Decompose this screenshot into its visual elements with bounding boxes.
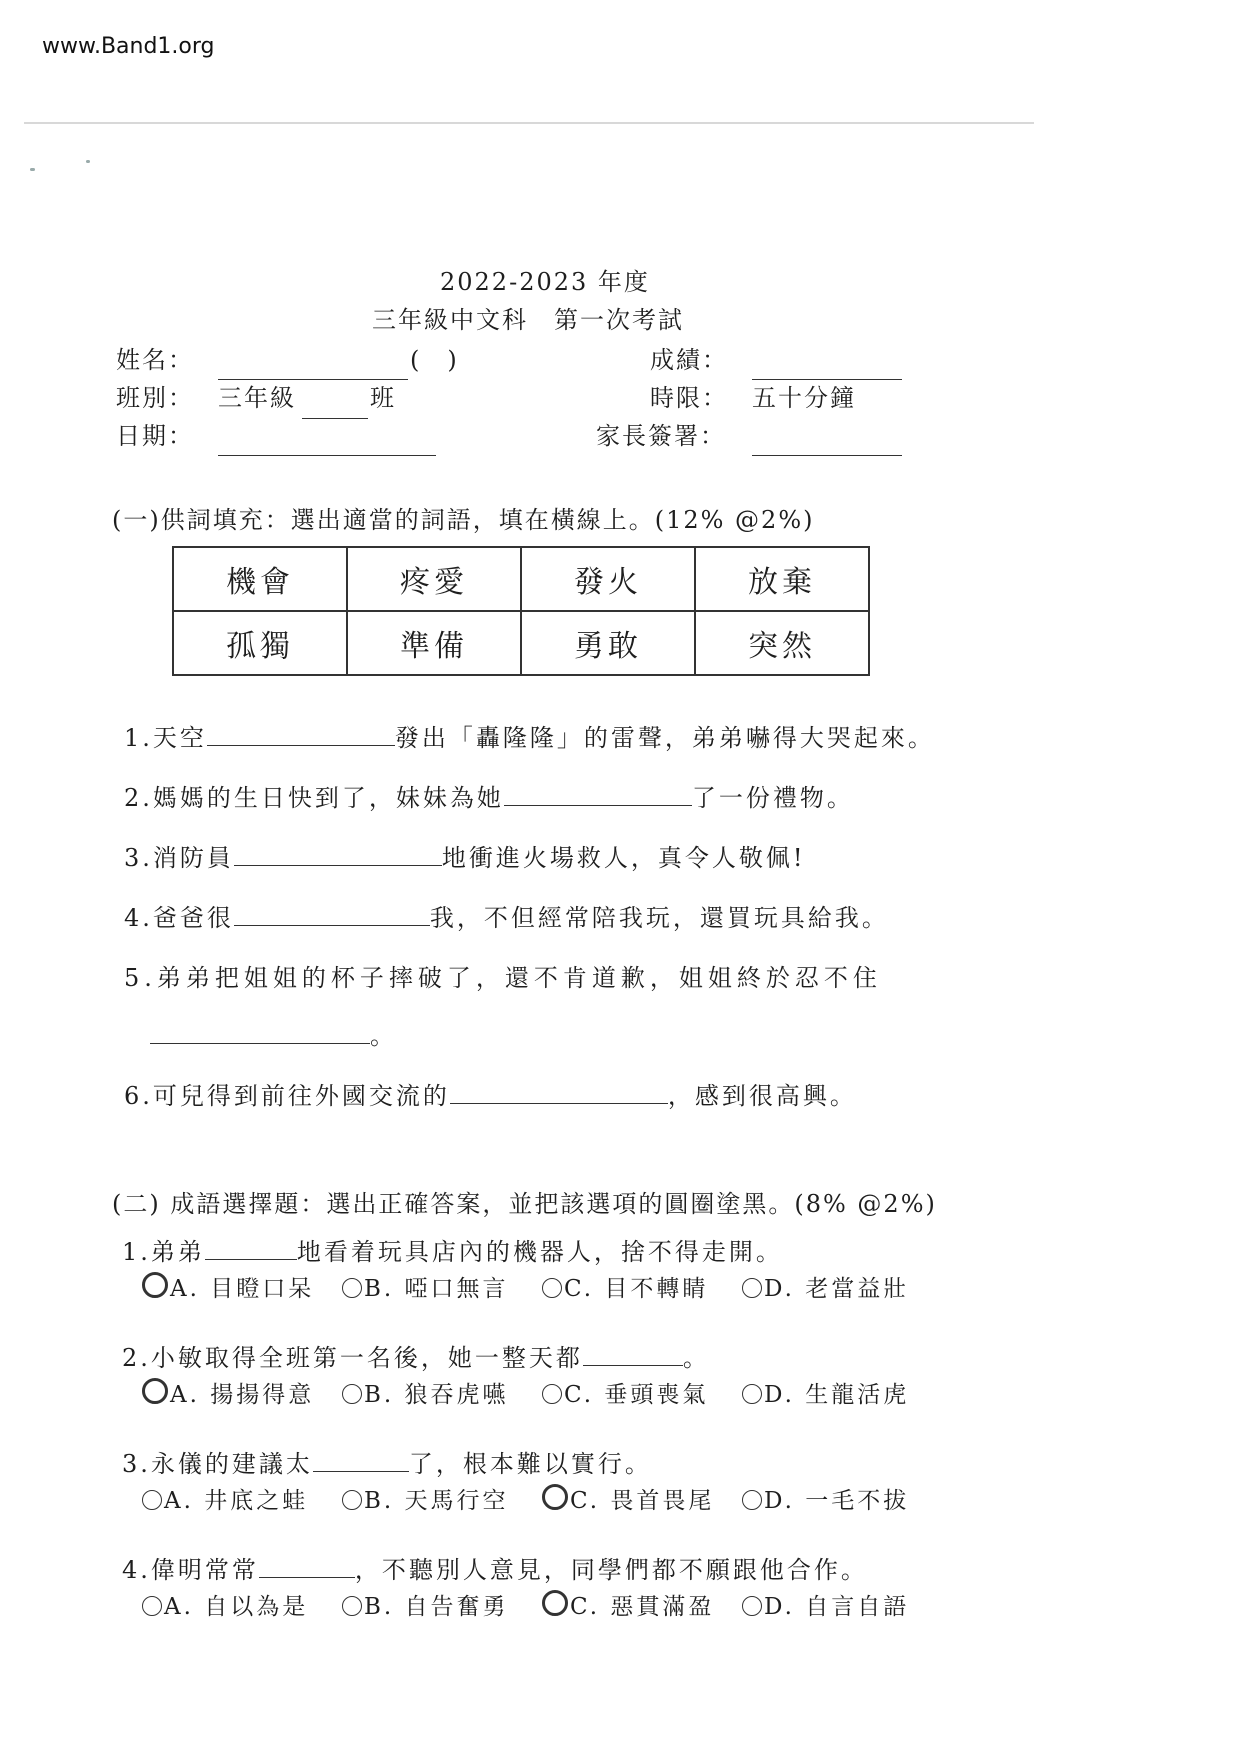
- question-text: 永儀的建議太: [150, 1450, 313, 1478]
- question-text: 。: [370, 1022, 397, 1050]
- fill-question-4: [124, 898, 889, 933]
- exam-subtitle: 三年級中文科 第一次考試: [372, 306, 684, 334]
- parent-sign-label: 家長簽署：: [596, 422, 726, 450]
- mc-question-3: [122, 1444, 652, 1479]
- option-d[interactable]: D. 生龍活虎: [742, 1376, 942, 1409]
- answer-blank[interactable]: [313, 1470, 409, 1472]
- word-bank-cell: 機會: [173, 547, 347, 611]
- mc-question-4: [122, 1550, 868, 1585]
- question-text: 媽媽的生日快到了，妹妹為她: [152, 784, 504, 812]
- option-circle[interactable]: [542, 1384, 562, 1404]
- option-circle[interactable]: [342, 1384, 362, 1404]
- question-number: 3.: [122, 1450, 151, 1478]
- mc-question-1: [122, 1232, 783, 1267]
- mc-question-2: [122, 1338, 710, 1373]
- word-bank-table: [172, 546, 870, 676]
- question-text: ，不聽別人意見，同學們都不願跟他合作。: [354, 1556, 868, 1584]
- question-text: 了一份禮物。: [691, 784, 854, 812]
- option-circle[interactable]: [342, 1278, 362, 1298]
- question-number: 5.: [124, 964, 157, 992]
- option-circle[interactable]: [542, 1590, 568, 1616]
- word-bank-cell: 發火: [521, 547, 695, 611]
- answer-blank[interactable]: [150, 1042, 370, 1044]
- word-bank-cell: 疼愛: [347, 547, 521, 611]
- question-number: 2.: [122, 1344, 151, 1372]
- option-circle[interactable]: [742, 1596, 762, 1616]
- option-c[interactable]: C. 惡貫滿盈: [542, 1588, 742, 1621]
- answer-blank[interactable]: [450, 1102, 668, 1104]
- answer-blank[interactable]: [504, 804, 692, 806]
- question-text: 弟弟: [150, 1238, 205, 1266]
- question-text: 。: [682, 1344, 710, 1372]
- option-circle[interactable]: [142, 1596, 162, 1616]
- mc-options-2: [142, 1376, 942, 1409]
- answer-blank[interactable]: [207, 744, 395, 746]
- name-label: 姓名：: [116, 346, 194, 374]
- mc-options-3: [142, 1482, 942, 1515]
- question-text: 我，不但經常陪我玩，還買玩具給我。: [429, 904, 889, 932]
- question-number: 4.: [122, 1556, 151, 1584]
- option-circle[interactable]: [142, 1490, 162, 1510]
- score-label: 成績：: [650, 346, 728, 374]
- section2-title: (二) 成語選擇題：選出正確答案，並把該選項的圓圈塗黑。(8% @2%): [112, 1190, 937, 1218]
- question-number: 1.: [122, 1238, 151, 1266]
- date-label: 日期：: [116, 422, 194, 450]
- fill-question-6: [124, 1076, 857, 1111]
- answer-blank[interactable]: [205, 1258, 297, 1260]
- question-number: 3.: [124, 844, 153, 872]
- fill-question-2: [124, 778, 854, 813]
- fill-question-5-line2: [150, 1016, 397, 1051]
- exam-year: 2022-2023 年度: [440, 268, 650, 296]
- scan-speck: [30, 168, 35, 171]
- question-text: 可兒得到前往外國交流的: [152, 1082, 450, 1110]
- class-number-paren: ( ): [410, 346, 459, 374]
- option-circle[interactable]: [342, 1596, 362, 1616]
- word-bank-cell: 突然: [695, 611, 869, 675]
- answer-blank[interactable]: [234, 864, 442, 866]
- word-bank-cell: 孤獨: [173, 611, 347, 675]
- parent-sign-field[interactable]: [752, 441, 902, 460]
- question-text: 地衝進火場救人，真令人敬佩!: [441, 844, 806, 872]
- date-field[interactable]: [218, 441, 436, 460]
- option-a[interactable]: A. 井底之蛙: [142, 1482, 342, 1515]
- option-circle[interactable]: [742, 1278, 762, 1298]
- option-b[interactable]: B. 狼吞虎嚥: [342, 1376, 542, 1409]
- option-b[interactable]: B. 自告奮勇: [342, 1588, 542, 1621]
- option-b[interactable]: B. 天馬行空: [342, 1482, 542, 1515]
- section1-title: (一)供詞填充：選出適當的詞語，填在橫線上。(12% @2%): [112, 506, 815, 534]
- class-prefix: 三年級: [218, 384, 296, 412]
- class-suffix: 班: [370, 384, 396, 412]
- question-number: 4.: [124, 904, 153, 932]
- word-bank-cell: 放棄: [695, 547, 869, 611]
- question-text: 消防員: [152, 844, 234, 872]
- word-bank-cell: 勇敢: [521, 611, 695, 675]
- class-field[interactable]: [302, 404, 368, 423]
- word-bank-cell: 準備: [347, 611, 521, 675]
- option-d[interactable]: D. 自言自語: [742, 1588, 942, 1621]
- time-label: 時限：: [650, 384, 728, 412]
- question-text: 弟弟把姐姐的杯子摔破了，還不肯道歉，姐姐終於忍不住: [156, 964, 882, 992]
- scan-speck: [86, 160, 90, 163]
- answer-blank[interactable]: [234, 924, 430, 926]
- option-a[interactable]: A. 揚揚得意: [142, 1376, 342, 1409]
- answer-blank[interactable]: [259, 1576, 355, 1578]
- question-text: 天空: [152, 724, 207, 752]
- option-b[interactable]: B. 啞口無言: [342, 1270, 542, 1303]
- option-d[interactable]: D. 老當益壯: [742, 1270, 942, 1303]
- option-circle[interactable]: [142, 1272, 168, 1298]
- mc-options-1: [142, 1270, 942, 1303]
- option-circle[interactable]: [142, 1378, 168, 1404]
- option-circle[interactable]: [542, 1278, 562, 1298]
- class-label: 班別：: [116, 384, 194, 412]
- site-url: www.Band1.org: [42, 34, 215, 59]
- option-a[interactable]: A. 自以為是: [142, 1588, 342, 1621]
- mc-options-4: [142, 1588, 942, 1621]
- question-text: 爸爸很: [152, 904, 234, 932]
- option-a[interactable]: A. 目瞪口呆: [142, 1270, 342, 1303]
- answer-blank[interactable]: [583, 1364, 683, 1366]
- option-circle[interactable]: [742, 1490, 762, 1510]
- option-c[interactable]: C. 垂頭喪氣: [542, 1376, 742, 1409]
- question-text: 小敏取得全班第一名後，她一整天都: [150, 1344, 583, 1372]
- time-value: 五十分鐘: [752, 384, 856, 412]
- question-text: 發出「轟隆隆」的雷聲，弟弟嚇得大哭起來。: [394, 724, 935, 752]
- option-c[interactable]: C. 目不轉睛: [542, 1270, 742, 1303]
- fill-question-5: [124, 958, 882, 993]
- option-c[interactable]: C. 畏首畏尾: [542, 1482, 742, 1515]
- question-text: 偉明常常: [150, 1556, 259, 1584]
- question-number: 1.: [124, 724, 153, 752]
- question-text: 地看着玩具店內的機器人，捨不得走開。: [296, 1238, 783, 1266]
- question-text: 了，根本難以實行。: [408, 1450, 652, 1478]
- fill-question-3: [124, 838, 806, 873]
- option-d[interactable]: D. 一毛不拔: [742, 1482, 942, 1515]
- fill-question-1: [124, 718, 935, 753]
- question-number: 2.: [124, 784, 153, 812]
- question-text: ，感到很高興。: [667, 1082, 857, 1110]
- question-number: 6.: [124, 1082, 153, 1110]
- option-circle[interactable]: [542, 1484, 568, 1510]
- option-circle[interactable]: [342, 1490, 362, 1510]
- scan-line: [24, 122, 1034, 124]
- option-circle[interactable]: [742, 1384, 762, 1404]
